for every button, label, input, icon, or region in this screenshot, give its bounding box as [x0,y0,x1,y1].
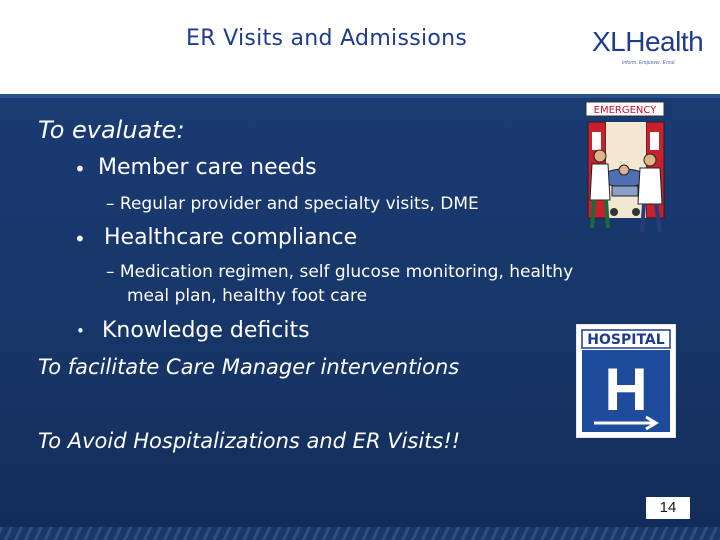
bullet-dot: • [74,227,86,251]
slide-title: ER Visits and Admissions [186,26,468,51]
heading-evaluate: To evaluate: [38,116,185,144]
bullet-dot: • [74,157,86,181]
hospital-sign-text: HOSPITAL [587,332,665,348]
page-number: 14 [646,497,690,519]
logo-tagline: Inform. Empower. Enrol. [622,60,676,66]
bullet-knowledge: Knowledge deficits [102,318,310,343]
hospital-sign-clipart [576,324,676,438]
sub-bullet-medication: – Medication regimen, self glucose monitoring, healthy [106,262,574,282]
slide-header [0,0,720,94]
heading-avoid: To Avoid Hospitalizations and ER Visits!! [38,429,461,453]
header-divider [0,94,720,98]
xlhealth-logo [592,26,704,70]
emergency-sign-text: EMERGENCY [593,105,657,116]
logo-text: XLHealth [592,26,704,57]
sub-bullet-provider-visits: – Regular provider and specialty visits, DME [106,194,479,214]
decorative-footer-strip [0,527,720,540]
bullet-dot: • [76,322,85,340]
hospital-h-letter: H [604,356,648,423]
bullet-compliance: Healthcare compliance [104,225,358,250]
bullet-member-care: Member care needs [98,155,317,180]
emergency-clipart [574,100,676,240]
heading-facilitate: To facilitate Care Manager interventions [38,355,460,379]
sub-bullet-medication-cont: meal plan, healthy foot care [127,286,368,306]
